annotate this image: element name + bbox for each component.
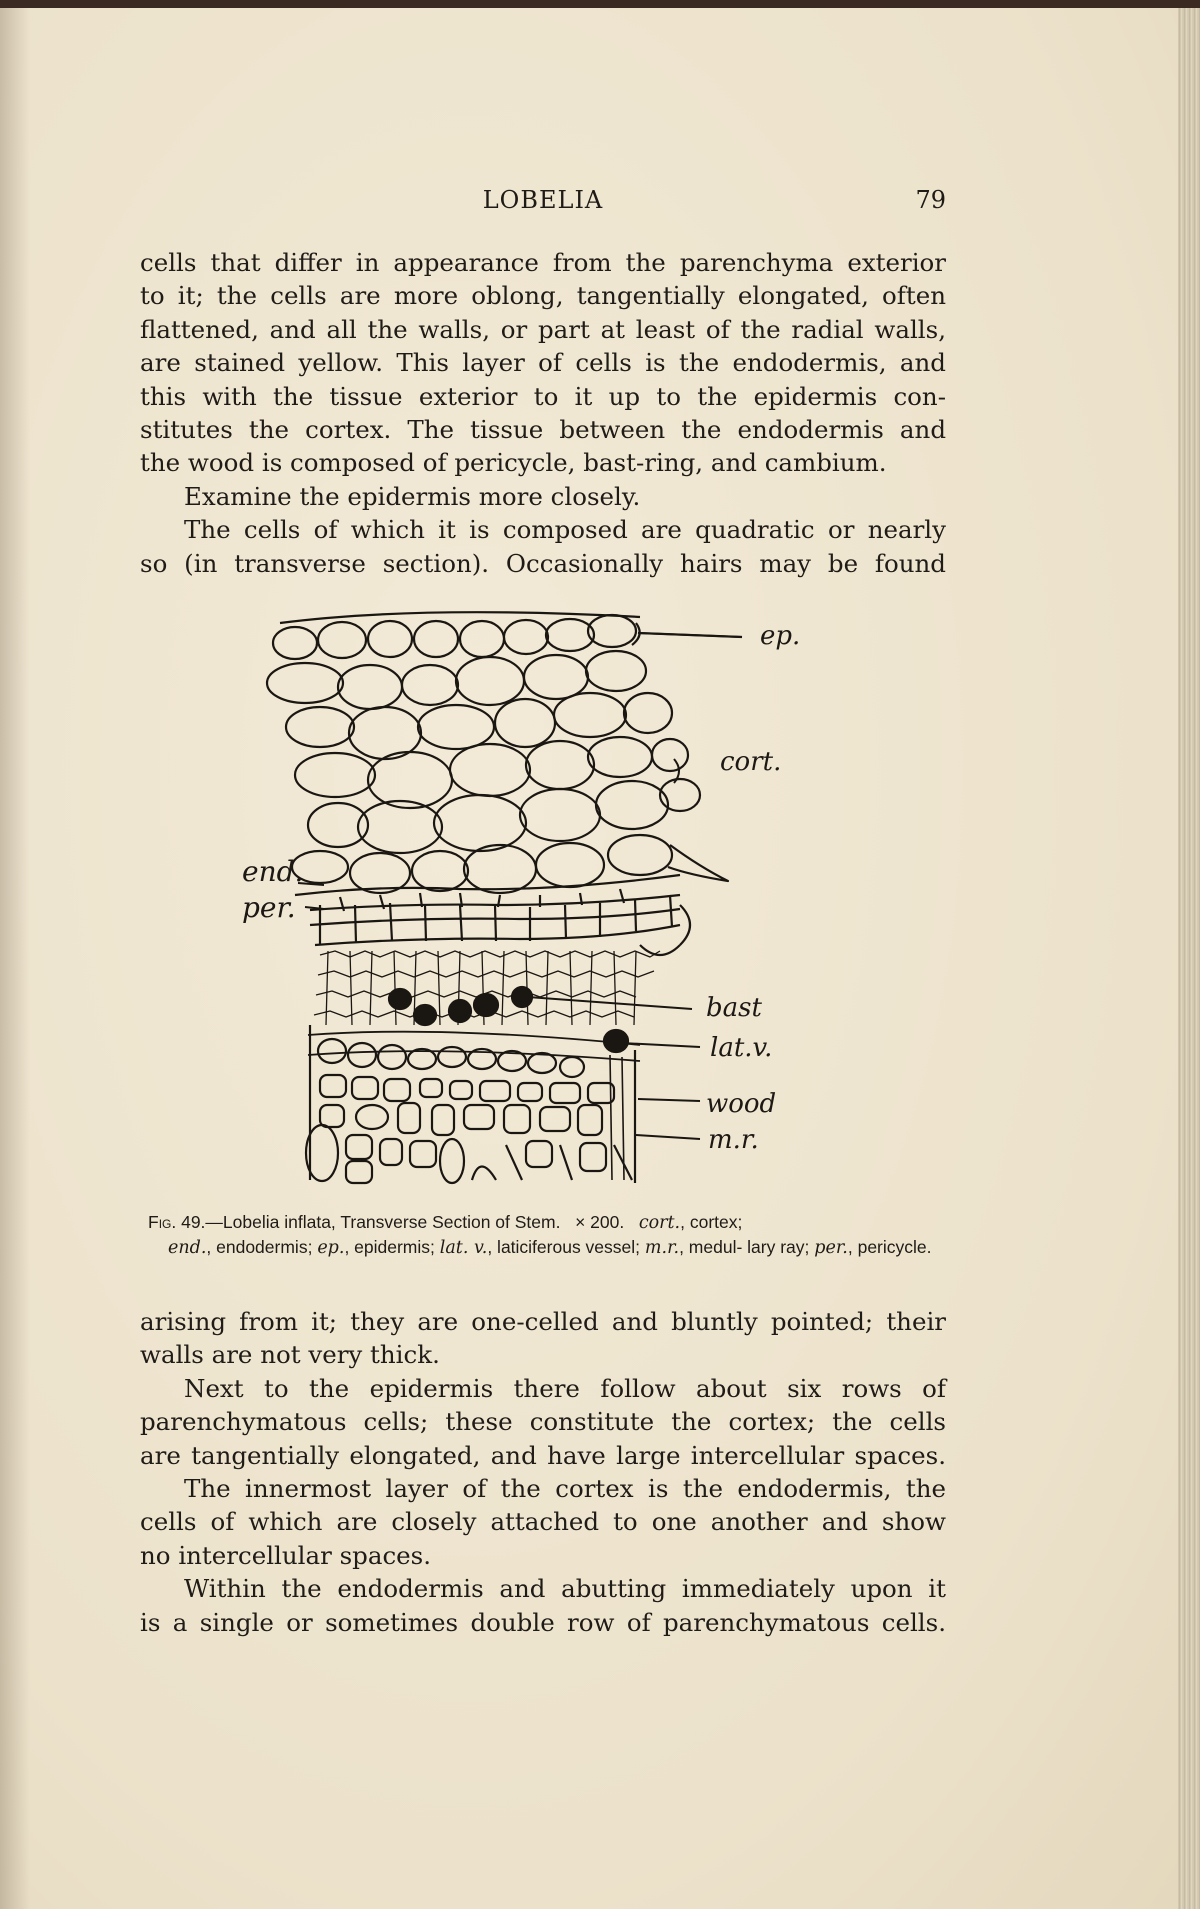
caption-magnification: × 200. [575, 1212, 625, 1232]
text-line: cells of which are closely attached to one another and show [140, 1507, 946, 1537]
running-head: LOBELIA [482, 186, 604, 214]
text-line: to it; the cells are more oblong, tangentially elongated, often [140, 281, 946, 311]
top-text-block [140, 246, 946, 580]
bottom-text-block [140, 1305, 946, 1639]
label-per: per. [242, 891, 296, 924]
text-line: Within the endodermis and abutting immediately upon it [184, 1574, 946, 1604]
cuticle-line [280, 612, 640, 623]
cortex-cells [267, 651, 728, 893]
spine-shadow [0, 8, 30, 1909]
page-edge [1178, 8, 1200, 1909]
text-line: stitutes the cortex. The tissue between the endodermis and [140, 415, 946, 445]
text-line: parenchymatous cells; these constitute the cortex; the cells [140, 1407, 946, 1437]
caption-term: end. [168, 1238, 207, 1258]
text-line: Next to the epidermis there follow about six rows of [184, 1373, 946, 1403]
label-ep: ep. [760, 621, 801, 651]
text-line: is a single or sometimes double row of parenchymatous cells. [140, 1607, 946, 1637]
label-bast: bast [706, 993, 762, 1023]
caption-meaning: , medul- [679, 1237, 743, 1257]
text-line: the wood is composed of pericycle, bast-ring, and cambium. [140, 448, 887, 478]
text-line: walls are not very thick. [140, 1340, 440, 1370]
text-line: so (in transverse section). Occasionally hairs may be found [140, 548, 946, 578]
caption-meaning: lary ray; [747, 1237, 810, 1257]
epidermis-cells [273, 615, 742, 659]
text-line: no intercellular spaces. [140, 1540, 432, 1570]
wood-tissue [306, 1025, 640, 1183]
caption-title: —Lobelia inflata, Transverse Section of Stem. [205, 1212, 561, 1232]
caption-fig-number: Fig. 49. [148, 1212, 206, 1232]
text-line: are stained yellow. This layer of cells is the endodermis, and [140, 348, 946, 378]
caption-meaning: , endodermis; [206, 1237, 313, 1257]
page-header [140, 186, 946, 226]
label-end: end. [242, 855, 304, 888]
label-mr: m.r. [708, 1125, 759, 1155]
label-cort: cort. [720, 747, 782, 777]
text-line: flattened, and all the walls, or part at least of the radial walls, [140, 314, 946, 344]
caption-term: ep. [317, 1238, 345, 1258]
caption-meaning: , pericycle. [847, 1237, 932, 1257]
caption-term: per. [814, 1238, 848, 1258]
caption-term: m.r. [644, 1238, 680, 1258]
label-latv: lat.v. [710, 1033, 773, 1063]
text-line: this with the tissue exterior to it up to the epidermis con- [140, 381, 946, 411]
caption-term: lat. v. [439, 1238, 488, 1258]
label-wood: wood [706, 1089, 777, 1119]
page-number: 79 [915, 186, 946, 214]
text-line: The innermost layer of the cortex is the endodermis, the [184, 1474, 946, 1504]
caption-meaning: , epidermis; [344, 1237, 435, 1257]
figure-caption [148, 1210, 948, 1260]
caption-meaning: , laticiferous vessel; [487, 1237, 641, 1257]
caption-meaning: , cortex; [680, 1212, 743, 1232]
text-line: Examine the epidermis more closely. [184, 481, 641, 511]
text-line: are tangentially elongated, and have large intercellular spaces. [140, 1440, 946, 1470]
text-line: arising from it; they are one-celled and bluntly pointed; their [140, 1307, 946, 1336]
text-line: The cells of which it is composed are quadratic or nearly [184, 515, 946, 545]
text-line: cells that differ in appearance from the parenchyma exterior [140, 248, 946, 277]
stem-section-figure [242, 605, 801, 1190]
caption-term: cort. [638, 1213, 681, 1233]
